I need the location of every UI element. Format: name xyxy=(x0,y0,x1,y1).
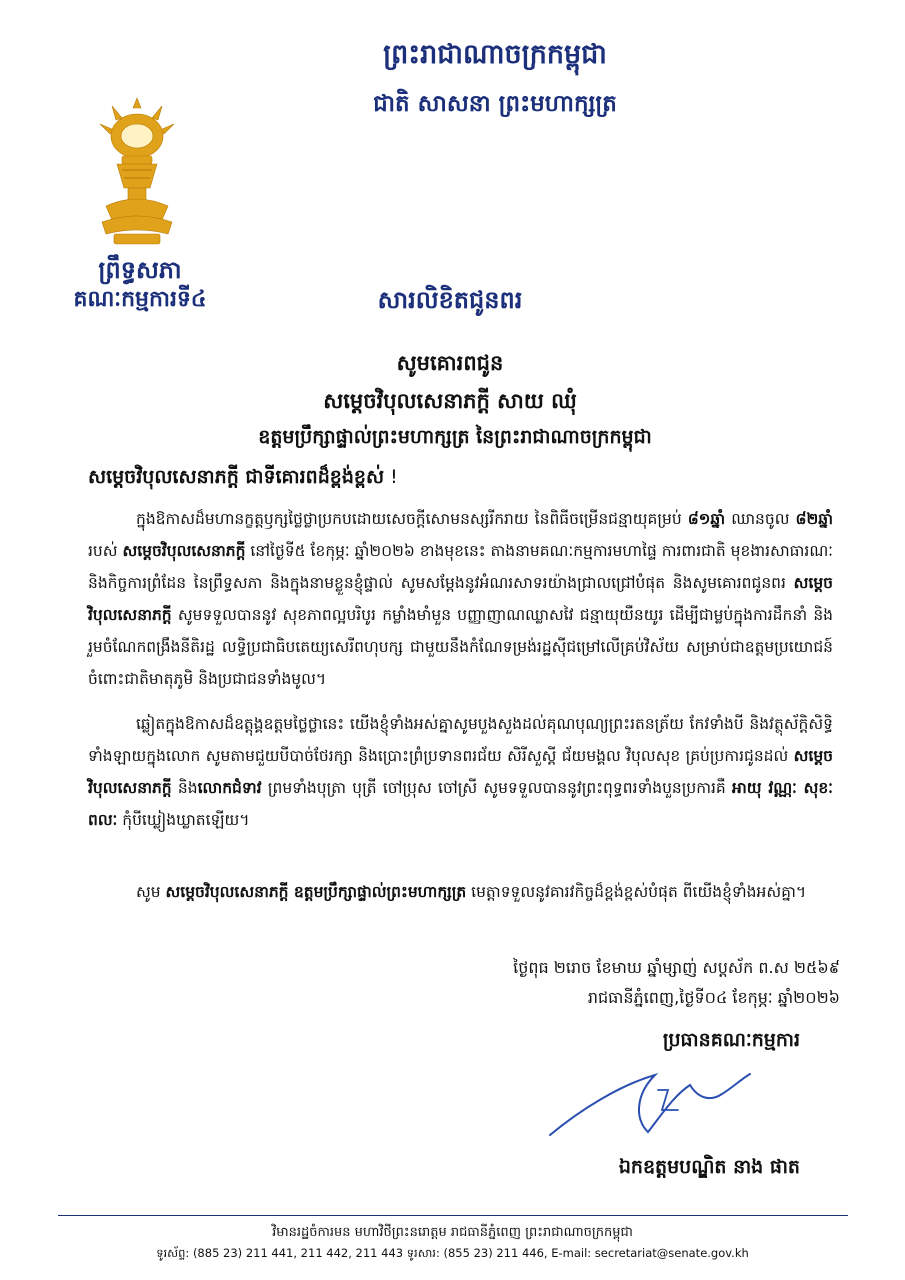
kingdom-title: ព្រះរាជាណាចក្រកម្ពុជា xyxy=(383,39,607,70)
signer-role: ប្រធានគណៈកម្មការ xyxy=(662,1029,800,1051)
solar-date: រាជធានីភ្នំពេញ,ថ្ងៃទី០៤ ខែកុម្ភៈ ឆ្នាំ២០២៦ xyxy=(587,988,840,1007)
recipient-name: សម្តេចវិបុលសេនាភក្តី សាយ ឈុំ xyxy=(323,389,577,413)
body-paragraph-3: សូម សម្តេចវិបុលសេនាភក្តី ឧត្តមប្រឹក្សាផ្ទាល់ព្រះមហាក្សត្រ មេត្តាទទួលនូវគារវកិច្ចដ៏ខ្ពង់ខ្ពស់បំផុត ពីយើងខ្ញុំទាំងអស់គ្នា។ xyxy=(136,883,807,901)
org-name: ព្រឹទ្ធសភា xyxy=(98,256,182,284)
body-paragraph-2: ឆ្លៀតក្នុងឱកាសដ៏ឧត្តុង្គឧត្តមថ្លៃថ្លានេះ យើងខ្ញុំទាំងអស់គ្នាសូមបួងសួងដល់គុណបុណ្យព្រះរតនត្រ័យ កែវទាំងបី និងវត្ថុស័ក្តិសិទ្ធិទាំងឡាយក្នុងលោក សូមតាមជួយបីបាច់ថែរក្សា និងប្រោះព្រំប្រទានពរជ័យ សិរីសួស្តី ជ័យមង្គល វិបុលសុខ គ្រប់ប្រការជូនដល់ សម្តេចវិបុលសេនាភក្តី និងលោកជំទាវ ព្រមទាំងបុត្រា បុត្រី ចៅប្រុស ចៅស្រី សូមទទួលបាននូវព្រះពុទ្ធពរទាំងបួនប្រការគឺ អាយុ វណ្ណៈ សុខៈ ពលៈ កុំបីឃ្លៀងឃ្លាតឡើយ។ xyxy=(88,715,833,829)
salutation-mark: ! xyxy=(384,466,398,488)
document-title: សារលិខិតជូនពរ xyxy=(377,286,523,314)
footer-address: វិមានរដ្ឋចំការមន មហាវិថីព្រះនរោត្តម រាជធានីភ្នំពេញ ព្រះរាជាណាចក្រកម្ពុជា xyxy=(272,1225,633,1240)
salutation-text: សម្តេចវិបុលសេនាភក្តី ជាទីគោរពដ៏ខ្ពង់ខ្ពស់ xyxy=(88,466,385,488)
senate-emblem-icon xyxy=(92,96,182,246)
footer-contact: ទូរស័ព្ទ: (885 23) 211 441, 211 442, 211 443 ទូរសារ: (855 23) 211 446, E-mail: secretariat@senate.gov.kh xyxy=(156,1246,749,1260)
committee-name: គណៈកម្មការទី៤ xyxy=(73,287,207,312)
recipient-title: ឧត្តមប្រឹក្សាផ្ទាល់ព្រះមហាក្សត្រ នៃព្រះរាជាណាចក្រកម្ពុជា xyxy=(258,426,652,448)
signer-name: ឯកឧត្តមបណ្ឌិត នាង ផាត xyxy=(618,1156,800,1178)
recipient-greeting: សូមគោរពជូន xyxy=(396,351,504,375)
footer-divider xyxy=(58,1215,848,1216)
body-paragraph-1: ក្នុងឱកាសដ៏មហានក្ខត្តឫក្សថ្លៃថ្លាប្រកបដោយសេចក្តីសោមនស្សរីករាយ នៃពិធីចម្រើនជន្មាយុគម្រប់ ៨១ឆ្នាំ ឈានចូល ៨២ឆ្នាំ របស់ សម្តេចវិបុលសេនាភក្តី នៅថ្ងៃទី៥ ខែកុម្ភៈ ឆ្នាំ២០២៦ ខាងមុខនេះ តាងនាមគណៈកម្មការមហាផ្ទៃ ការពារជាតិ មុខងារសាធារណៈ និងកិច្ចការព្រំដែន នៃព្រឹទ្ធសភា និងក្នុងនាមខ្លួនខ្ញុំផ្ទាល់ សូមសម្តែងនូវអំណរសាទរយ៉ាងជ្រាលជ្រៅបំផុត និងសូមគោរពជូនពរ សម្តេចវិបុលសេនាភក្តី សូមទទួលបាននូវ សុខភាពល្អបរិបូរ កម្លាំងមាំមួន បញ្ញាញាណឈ្លាសវៃ ជន្មាយុយឺនយូរ ដើម្បីជាម្លប់ក្នុងការដឹកនាំ និងរួមចំណែកពង្រឹងនីតិរដ្ឋ លទ្ធិប្រជាធិបតេយ្យសេរីពហុបក្ស ជាមួយនឹងកំណែទម្រង់រដ្ឋស៊ីជម្រៅលើគ្រប់វិស័យ សម្រាប់ជាឧត្តមប្រយោជន៍ចំពោះជាតិមាតុភូមិ និងប្រជាជនទាំងមូល។ xyxy=(88,510,833,688)
national-motto: ជាតិ សាសនា ព្រះមហាក្សត្រ xyxy=(373,91,617,117)
salutation xyxy=(88,465,788,493)
lunar-date: ថ្ងៃពុធ ២រោច ខែមាឃ ឆ្នាំម្សាញ់ សប្តស័ក ព.ស ២៥៦៩ xyxy=(513,958,840,977)
signature-icon xyxy=(540,1050,760,1150)
